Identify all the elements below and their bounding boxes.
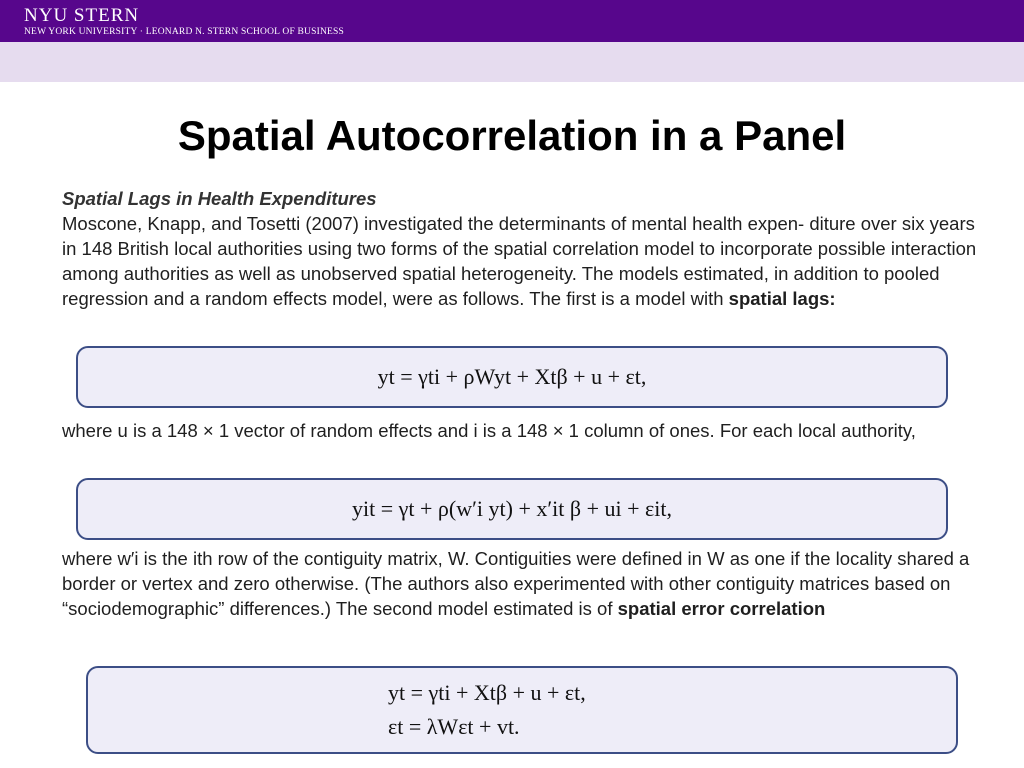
equation-box-spatial-error — [86, 666, 958, 754]
equation-box-spatial-lag — [76, 346, 948, 408]
paragraph-contiguity-text: where w′i is the ith row of the contiguity matrix, W. Contiguities were defined in W as one if the locality shared a border or vertex and zero otherwise. (The authors also experimented with other contiguity matrices based on “sociodemographic” differences.) The second model estimated is of — [62, 548, 970, 619]
paragraph-random-effects: where u is a 148 × 1 vector of random effects and i is a 148 × 1 column of ones. For each local authority, — [62, 420, 916, 441]
equation-spatial-lag: yt = γti + ρWyt + Xtβ + u + εt, — [377, 364, 647, 389]
paragraph-contiguity-bold: spatial error correlation — [617, 598, 826, 619]
equation-local-authority: yit = γt + ρ(w′i yt) + x′it β + ui + εit, — [352, 496, 672, 521]
equation-box-local-authority — [76, 478, 948, 540]
brand-tagline: NEW YORK UNIVERSITY · LEONARD N. STERN SCHOOL OF BUSINESS — [24, 27, 344, 37]
paragraph-intro-text: Moscone, Knapp, and Tosetti (2007) investigated the determinants of mental health expen- diture over six years in 148 British local authorities using two forms of the spatial correlation model to incorporate possible interaction among authorities as well as unobserved spatial heterogeneity. The models estimated, in addition to pooled regression and a random effects model, were as follows. The first is a model with — [62, 213, 977, 309]
header-sub-band — [0, 42, 1024, 82]
nyu-stern-logo — [24, 6, 344, 38]
equation-spatial-error-1: yt = γti + Xtβ + u + εt, — [388, 680, 586, 705]
paragraph-intro-bold: spatial lags: — [728, 288, 836, 309]
equation-spatial-error-2: εt = λWεt + vt. — [388, 714, 520, 739]
slide-title: Spatial Autocorrelation in a Panel — [177, 112, 847, 159]
brand-name: NYU STERN — [24, 5, 140, 26]
header-bar — [0, 0, 1024, 42]
intro-text-block — [62, 186, 982, 311]
section-heading: Spatial Lags in Health Expenditures — [62, 188, 377, 209]
paragraph-intro — [62, 211, 982, 311]
paragraph-contiguity — [62, 546, 982, 621]
